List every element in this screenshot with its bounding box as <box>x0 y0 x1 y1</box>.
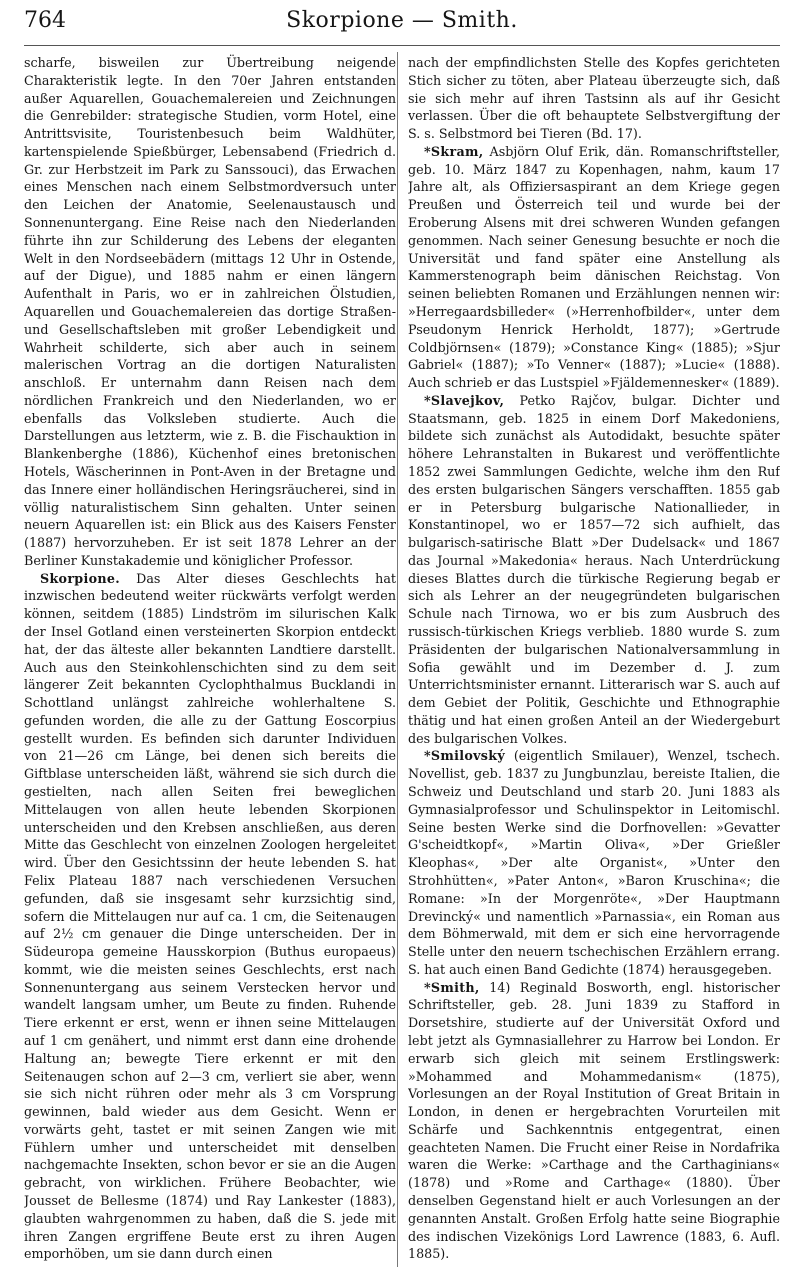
entry-text: (eigentlich Smilauer), Wenzel, tschech. Novellist, geb. 1837 zu Jungbunzlau, bereiste Italien, die Schweiz und Deutschland und starb 20. Juni 1883 als Gymnasialprofessor und Schulinspektor in Leitomischl. Seine besten Werke sind die Dorfnovellen: »Gevatter G'scheidtkopf«, »Martin Oliva«, »Der Grießler Kleophas«, »Der alte Organist«, »Unter den Strohhütten«, »Pater Anton«, »Baron Kruschina«; die Romane: »In der Morgenröte«, »Der Hauptmann Drevincký« und namentlich »Parnassia«, ein Roman aus dem Böhmerwald, mit dem er sich eine hervorragende Stelle unter den neuern tschechischen Erzählern errang. S. hat auch einen Band Gedichte (1874) herausgegeben. <box>408 748 780 977</box>
entry-smith <box>408 979 780 1264</box>
right-column <box>408 54 780 1269</box>
entry-text: Das Alter dieses Geschlechts hat inzwischen bedeutend weiter rückwärts verfolgt werden können, seitdem (1885) Lindström im silurischen Kalk der Insel Gotland einen versteinerten Skorpion entdeckt hat, der das älteste aller bekannten Landtiere darstellt. Auch aus den Steinkohlenschichten sind zu dem seit längerer Zeit bekannten Cyclophthalmus Bucklandi in Schottland unlängst zahlreiche wohlerhaltene S. gefunden worden, die alle zu der Gattung Eoscorpius gestellt wurden. Es befinden sich darunter Individuen von 21—26 cm Länge, bei denen sich bereits die Giftblase unterscheiden läßt, während sie sich durch die gestielten, nach allen Seiten frei beweglichen Mittelaugen von allen heute lebenden Skorpionen unterscheiden und den Krebsen anschließen, aus deren Mitte das Geschlecht von einzelnen Zoologen hergeleitet wird. Über den Gesichtssinn der heute lebenden S. hat Felix Plateau 1887 nach verschiedenen Versuchen gefunden, daß sie insgesamt sehr kurzsichtig sind, sofern die Mittelaugen nur auf ca. 1 cm, die Seitenaugen auf 2½ cm genauer die Dinge unterscheiden. Der in Südeuropa gemeine Hausskorpion (Buthus europaeus) kommt, wie die meisten seines Geschlechts, erst nach Sonnenuntergang aus seinem Verstecken hervor und wandelt langsam umher, um Beute zu finden. Ruhende Tiere erkennt er erst, wenn er ihnen seine Mittelaugen auf 1 cm genähert, und nimmt erst dann eine drohende Haltung an; bewegte Tiere erkennt er mit den Seitenaugen schon auf 2—3 cm, verliert sie aber, wenn sie sich nicht rühren oder mehr als 3 cm Vorsprung gewinnen, bald wieder aus dem Gesicht. Wenn er vorwärts geht, tastet er mit seinen Zangen wie mit Fühlern umher und unterscheidet mit denselben nachgemachte Insekten, schon bevor er sie an die Augen gebracht, von wirklichen. Frühere Beobachter, wie Jousset de Bellesme (1874) und Ray Lankester (1883), glaubten wahrgenommen zu haben, daß die S. jede mit ihren Zangen ergriffene Beute erst zu ihren Augen emporhöben, um sie dann durch einen <box>24 570 396 1262</box>
running-title: Skorpione — Smith. <box>286 8 518 33</box>
entry-skorpione <box>24 570 396 1263</box>
header-rule <box>24 45 780 46</box>
entry-text: Petko Rajčov, bulgar. Dichter und Staatsmann, geb. 1825 in einem Dorf Makedoniens, bildete sich zunächst als Autodidakt, besuchte später höhere Lehranstalten in Bukarest und veröffentlichte 1852 zwei Sammlungen Gedichte, welche ihm den Ruf des ersten bulgarischen Sängers verschafften. 1855 gab er in Petersburg bulgarische Nationallieder, in Konstantinopel, wo er 1857—72 sich aufhielt, das bulgarisch-satirische Blatt »Der Dudelsack« und 1867 das Journal »Makedonia« heraus. Nach Unterdrückung dieses Blattes durch die türkische Regierung begab er sich als Lehrer an der neugegründeten bulgarischen Schule nach Tirnowa, wo er bis zum Ausbruch des russisch-türkischen Kriegs verblieb. 1880 wurde S. zum Präsidenten der bulgarischen Nationalversammlung in Sofia gewählt und im Dezember d. J. zum Unterrichtsminister ernannt. Litterarisch war S. auch auf dem Gebiet der Politik, Geschichte und Ethnographie thätig und hat einen großen Anteil an der Wiedergeburt des bulgarischen Volkes. <box>408 392 780 746</box>
entry-smilovsky <box>408 747 780 978</box>
entry-headword: *Smith, <box>424 979 480 995</box>
entry-skram <box>408 143 780 392</box>
page-number: 764 <box>24 8 66 33</box>
entry-continuation <box>24 54 396 570</box>
left-column <box>24 54 396 1269</box>
entry-text: 14) Reginald Bosworth, engl. historischer Schriftsteller, geb. 28. Juni 1839 zu Stafford in Dorsetshire, studierte auf der Universität Oxford und lebt jetzt als Gymnasiallehrer zu Harrow bei London. Er erwarb sich gleich mit seinem Erstlingswerk: »Mohammed and Mohammedanism« (1875), Vorlesungen an der Royal Institution of Great Britain in London, in denen er hergebrachten Vorurteilen mit Schärfe und Sachkenntnis entgegentrat, einen geachteten Namen. Die Frucht einer Reise in Nordafrika waren die Werke: »Carthage and the Carthaginians« (1878) und »Rome and Carthage« (1880). Über denselben Gegenstand hielt er auch Vorlesungen an der genannten Anstalt. Großen Erfolg hatte seine Biographie des indischen Vizekönigs Lord Lawrence (1883, 6. Aufl. 1885). <box>408 979 780 1262</box>
entry-headword: *Skram, <box>424 143 484 159</box>
entry-text: Asbjörn Oluf Erik, dän. Romanschriftsteller, geb. 10. März 1847 zu Kopenhagen, nahm, kaum 17 Jahre alt, als Offiziersaspirant an dem Kriege gegen Preußen und Österreich teil und wurde bei der Eroberung Alsens mit drei schweren Wunden gefangen genommen. Nach seiner Genesung besuchte er noch die Universität und fand später eine Anstellung als Kammerstenograph beim dänischen Reichstag. Von seinen beliebten Romanen und Erzählungen nennen wir: »Herregaardsbilleder« (»Herrenhofbilder«, unter dem Pseudonym Henrick Herholdt, 1877); »Gertrude Coldbjörnsen« (1879); »Constance King« (1885); »Sjur Gabriel« (1887); »To Venner« (1887); »Lucie« (1888). Auch schrieb er das Lustspiel »Fjäldemennesker« (1889). <box>408 143 780 391</box>
column-divider <box>397 52 398 1267</box>
entry-slavejkov <box>408 392 780 748</box>
entry-text: scharfe, bisweilen zur Übertreibung neigende Charakteristik legte. In den 70er Jahren entstanden außer Aquarellen, Gouachemalereien und Zeichnungen die Genrebilder: strategische Studien, vorm Hotel, eine Antrittsvisite, Touristenbesuch beim Waldhüter, kartenspielende Spießbürger, Lebensabend (Friedrich d. Gr. zur Herbstzeit im Park zu Sanssouci), das Erwachen eines Menschen nach einem Selbstmordversuch unter den Leichen der Anatomie, Seelenaustausch und Sonnenuntergang. Eine Reise nach den Niederlanden führte ihn zur Schilderung des Lebens der eleganten Welt in den Nordseebädern (mittags 12 Uhr in Ostende, auf der Digue), und 1885 nahm er einen längern Aufenthalt in Paris, wo er in zahlreichen Ölstudien, Aquarellen und Gouachemalereien das dortige Straßen- und Gesellschaftsleben mit großer Lebendigkeit und Wahrheit schilderte, sich aber auch in seinem malerischen Vortrag an die dortigen Naturalisten anschloß. Er unternahm dann Reisen nach dem nördlichen Frankreich und den Niederlanden, wo er ebenfalls das Volksleben studierte. Auch die Darstellungen aus letzterm, wie z. B. die Fischauktion in Blankenberghe (1886), Küchenhof eines bretonischen Hotels, Wäscherinnen in Pont-Aven in der Bretagne und das Innere einer holländischen Heringsräucherei, sind in völlig naturalistischem Sinn gehalten. Unter seinen neuern Aquarellen ist: ein Blick aus des Kaisers Fenster (1887) hervorzuheben. Er ist seit 1878 Lehrer an der Berliner Kunstakademie und königlicher Professor. <box>24 55 396 568</box>
entry-headword: *Smilovský <box>424 748 506 764</box>
entry-headword: Skorpione. <box>40 570 120 586</box>
entry-continuation <box>408 54 780 143</box>
entry-headword: *Slavejkov, <box>424 392 505 408</box>
entry-text: nach der empfindlichsten Stelle des Kopfes gerichteten Stich sicher zu töten, aber Plateau überzeugte sich, daß sie sich mehr auf ihren Tastsinn als auf ihr Gesicht verlassen. Über die oft behauptete Selbstvergiftung der S. s. Selbstmord bei Tieren (Bd. 17). <box>408 55 780 142</box>
page-header <box>24 8 780 42</box>
